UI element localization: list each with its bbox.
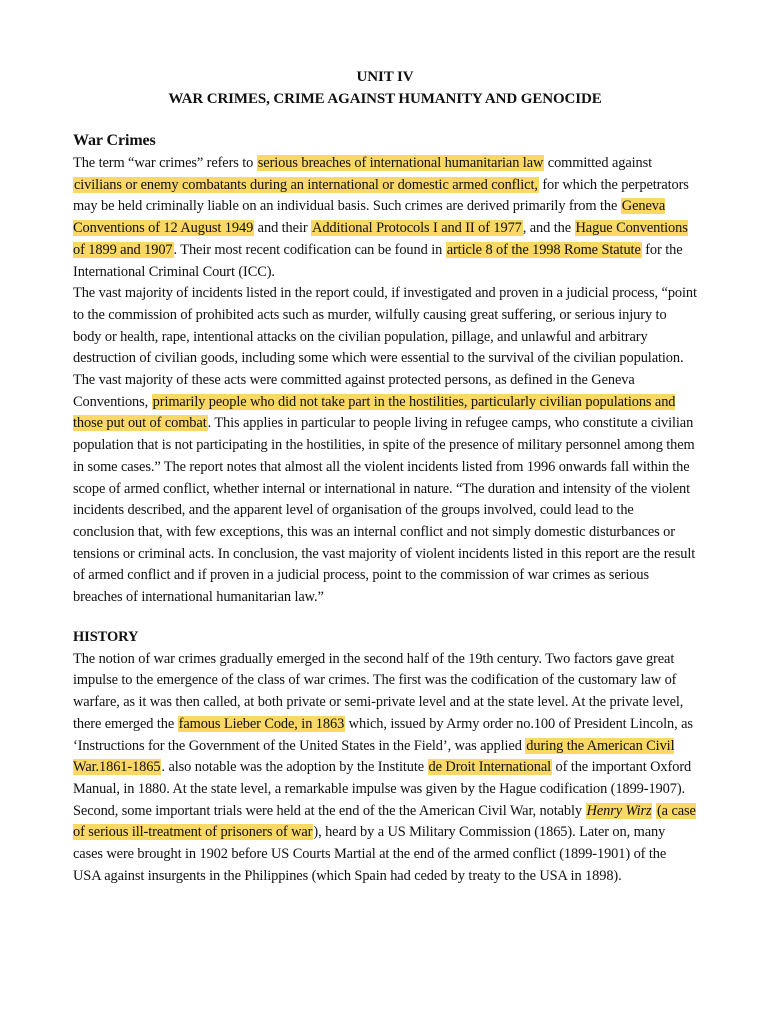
text-run: and their (254, 220, 312, 237)
text-run: . also notable was the adoption by the Institute (161, 759, 428, 776)
highlighted-text: Additional Protocols I and II of 1977 (312, 220, 522, 237)
text-run: for which the perpetrators may be held criminally liable on an individual basis. Such crimes are derived primarily from the (73, 176, 689, 215)
war-crimes-paragraph-2 (73, 283, 697, 609)
highlighted-text: de Droit International (428, 759, 552, 776)
text-run: ), heard by a US Military Commission (1865). Later on, many cases were brought in 1902 before US Courts Martial at the end of the armed conflict (1899-1901) of the USA against insurgents in the Philippines (which Spain had ceded by treaty to the USA in 1898). (73, 824, 667, 884)
text-run: which, issued by Army order no.100 of President Lincoln, as ‘Instructions for the Government of the United States in the Field’, was applied (73, 715, 693, 754)
highlighted-text: famous Lieber Code, in 1863 (178, 715, 345, 732)
text-run: committed against (544, 155, 653, 171)
text-run: for the International Criminal Court (ICC). (73, 241, 683, 280)
highlighted-text: Hague Conventions of 1899 and 1907 (73, 220, 688, 258)
highlighted-text: civilians or enemy combatants during an international or domestic armed conflict, (74, 176, 538, 193)
text-run: The notion of war crimes gradually emerged in the second half of the 19th century. Two factors gave great impulse to the emergence of the class of war crimes. The first was the codification of the customary law of warfare, as it was then called, at both private or semi-private level and at the state level. At the private level, there emerged the (73, 650, 684, 732)
document-title: WAR CRIMES, CRIME AGAINST HUMANITY AND GENOCIDE (168, 91, 602, 107)
highlighted-text: Geneva Conventions of 12 August 1949 (73, 198, 666, 237)
document-page (73, 62, 697, 888)
highlighted-text: (a case of serious ill-treatment of prisoners of war (73, 802, 696, 841)
history-heading: HISTORY (73, 628, 139, 645)
text-run: . This applies in particular to people living in refugee camps, who constitute a civilian population that is not participating in the hostilities, in spite of the presence of military personnel among them in some cases.” The report notes that almost all the violent incidents listed from 1996 onwards fall within the scope of armed conflict, whether internal or international in nature. “The duration and intensity of the violent incidents described, and the apparent level of organisation of the groups involved, could lead to the conclusion that, with few exceptions, this was an internal conflict and not simply domestic disturbances or tensions or criminal acts. In conclusion, the vast majority of violent incidents listed in this report are the result of armed conflict and if proven in a judicial process, point to the commission of war crimes as serious breaches of international humanitarian law.” (73, 415, 696, 606)
text-run: of the important Oxford Manual, in 1880. At the state level, a remarkable impulse was given by the Hague codification (1899-1907). Second, some important trials were held at the end of the the American Civil War, notably (73, 759, 692, 819)
text-run: The term “war crimes” refers to (73, 155, 257, 171)
highlighted-text: serious breaches of international humanitarian law (257, 155, 544, 171)
text-run: . Their most recent codification can be found in (173, 241, 446, 258)
highlighted-text: Henry Wirz (586, 802, 652, 819)
highlighted-text: article 8 of the 1998 Rome Statute (446, 241, 641, 258)
highlighted-text: primarily people who did not take part in the hostilities, particularly civilian populations and those put out of combat (73, 393, 676, 432)
war-crimes-paragraph-1 (73, 153, 697, 283)
text-run: The vast majority of incidents listed in the report could, if investigated and proven in a judicial process, “point to the commission of prohibited acts such as murder, wilfully causing great suffering, or serious injury to body or health, rape, intentional attacks on the civilian population, pillage, and unlawful and arbitrary destruction of civilian goods, including some which were essential to the survival of the civilian population. The vast majority of these acts were committed against protected persons, as defined in the Geneva Conventions, (73, 285, 697, 410)
unit-heading: UNIT IV (356, 69, 414, 85)
highlighted-text: during the American Civil War.1861-1865 (73, 737, 675, 776)
war-crimes-heading: War Crimes (73, 132, 156, 149)
text-run: , and the (522, 220, 575, 237)
history-paragraph-1 (73, 649, 697, 888)
